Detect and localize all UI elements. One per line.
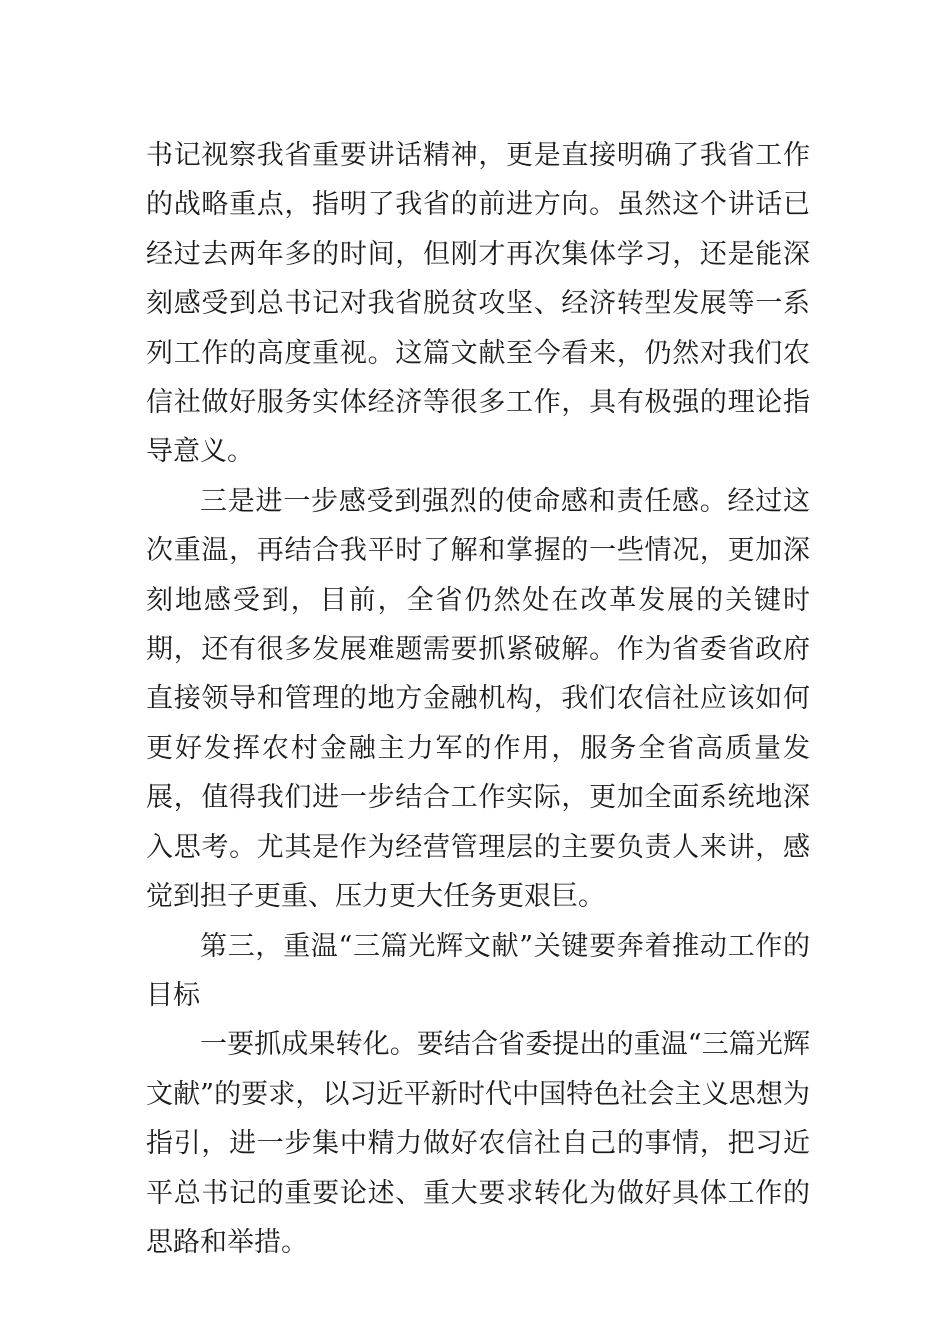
section-heading-third: 第三，重温“三篇光辉文献”关键要奔着推动工作的目标 [146,930,810,1011]
paragraph-achievement-transformation: 一要抓成果转化。要结合省委提出的重温“三篇光辉文献”的要求，以习近平新时代中国特色社会主义思想为指引，进一步集中精力做好农信社自己的事情，把习近平总书记的重要论述、重大要求转化为做好具体工作的思路和举措。 [146,1029,810,1258]
paragraph-continuation: 书记视察我省重要讲话精神，更是直接明确了我省工作的战略重点，指明了我省的前进方向。虽然这个讲话已经过去两年多的时间，但刚才再次集体学习，还是能深刻感受到总书记对我省脱贫攻坚、经济转型发展等一系列工作的高度重视。这篇文献至今看来，仍然对我们农信社做好服务实体经济等很多工作，具有极强的理论指导意义。 [146,140,810,468]
paragraph-point-three: 三是进一步感受到强烈的使命感和责任感。经过这次重温，再结合我平时了解和掌握的一些情况，更加深刻地感受到，目前，全省仍然处在改革发展的关键时期，还有很多发展难题需要抓紧破解。作为省委省政府直接领导和管理的地方金融机构，我们农信社应该如何更好发挥农村金融主力军的作用，服务全省高质量发展，值得我们进一步结合工作实际，更加全面系统地深入思考。尤其是作为经营管理层的主要负责人来讲，感觉到担子更重、压力更大任务更艰巨。 [146,485,810,913]
document-body [146,131,810,1267]
